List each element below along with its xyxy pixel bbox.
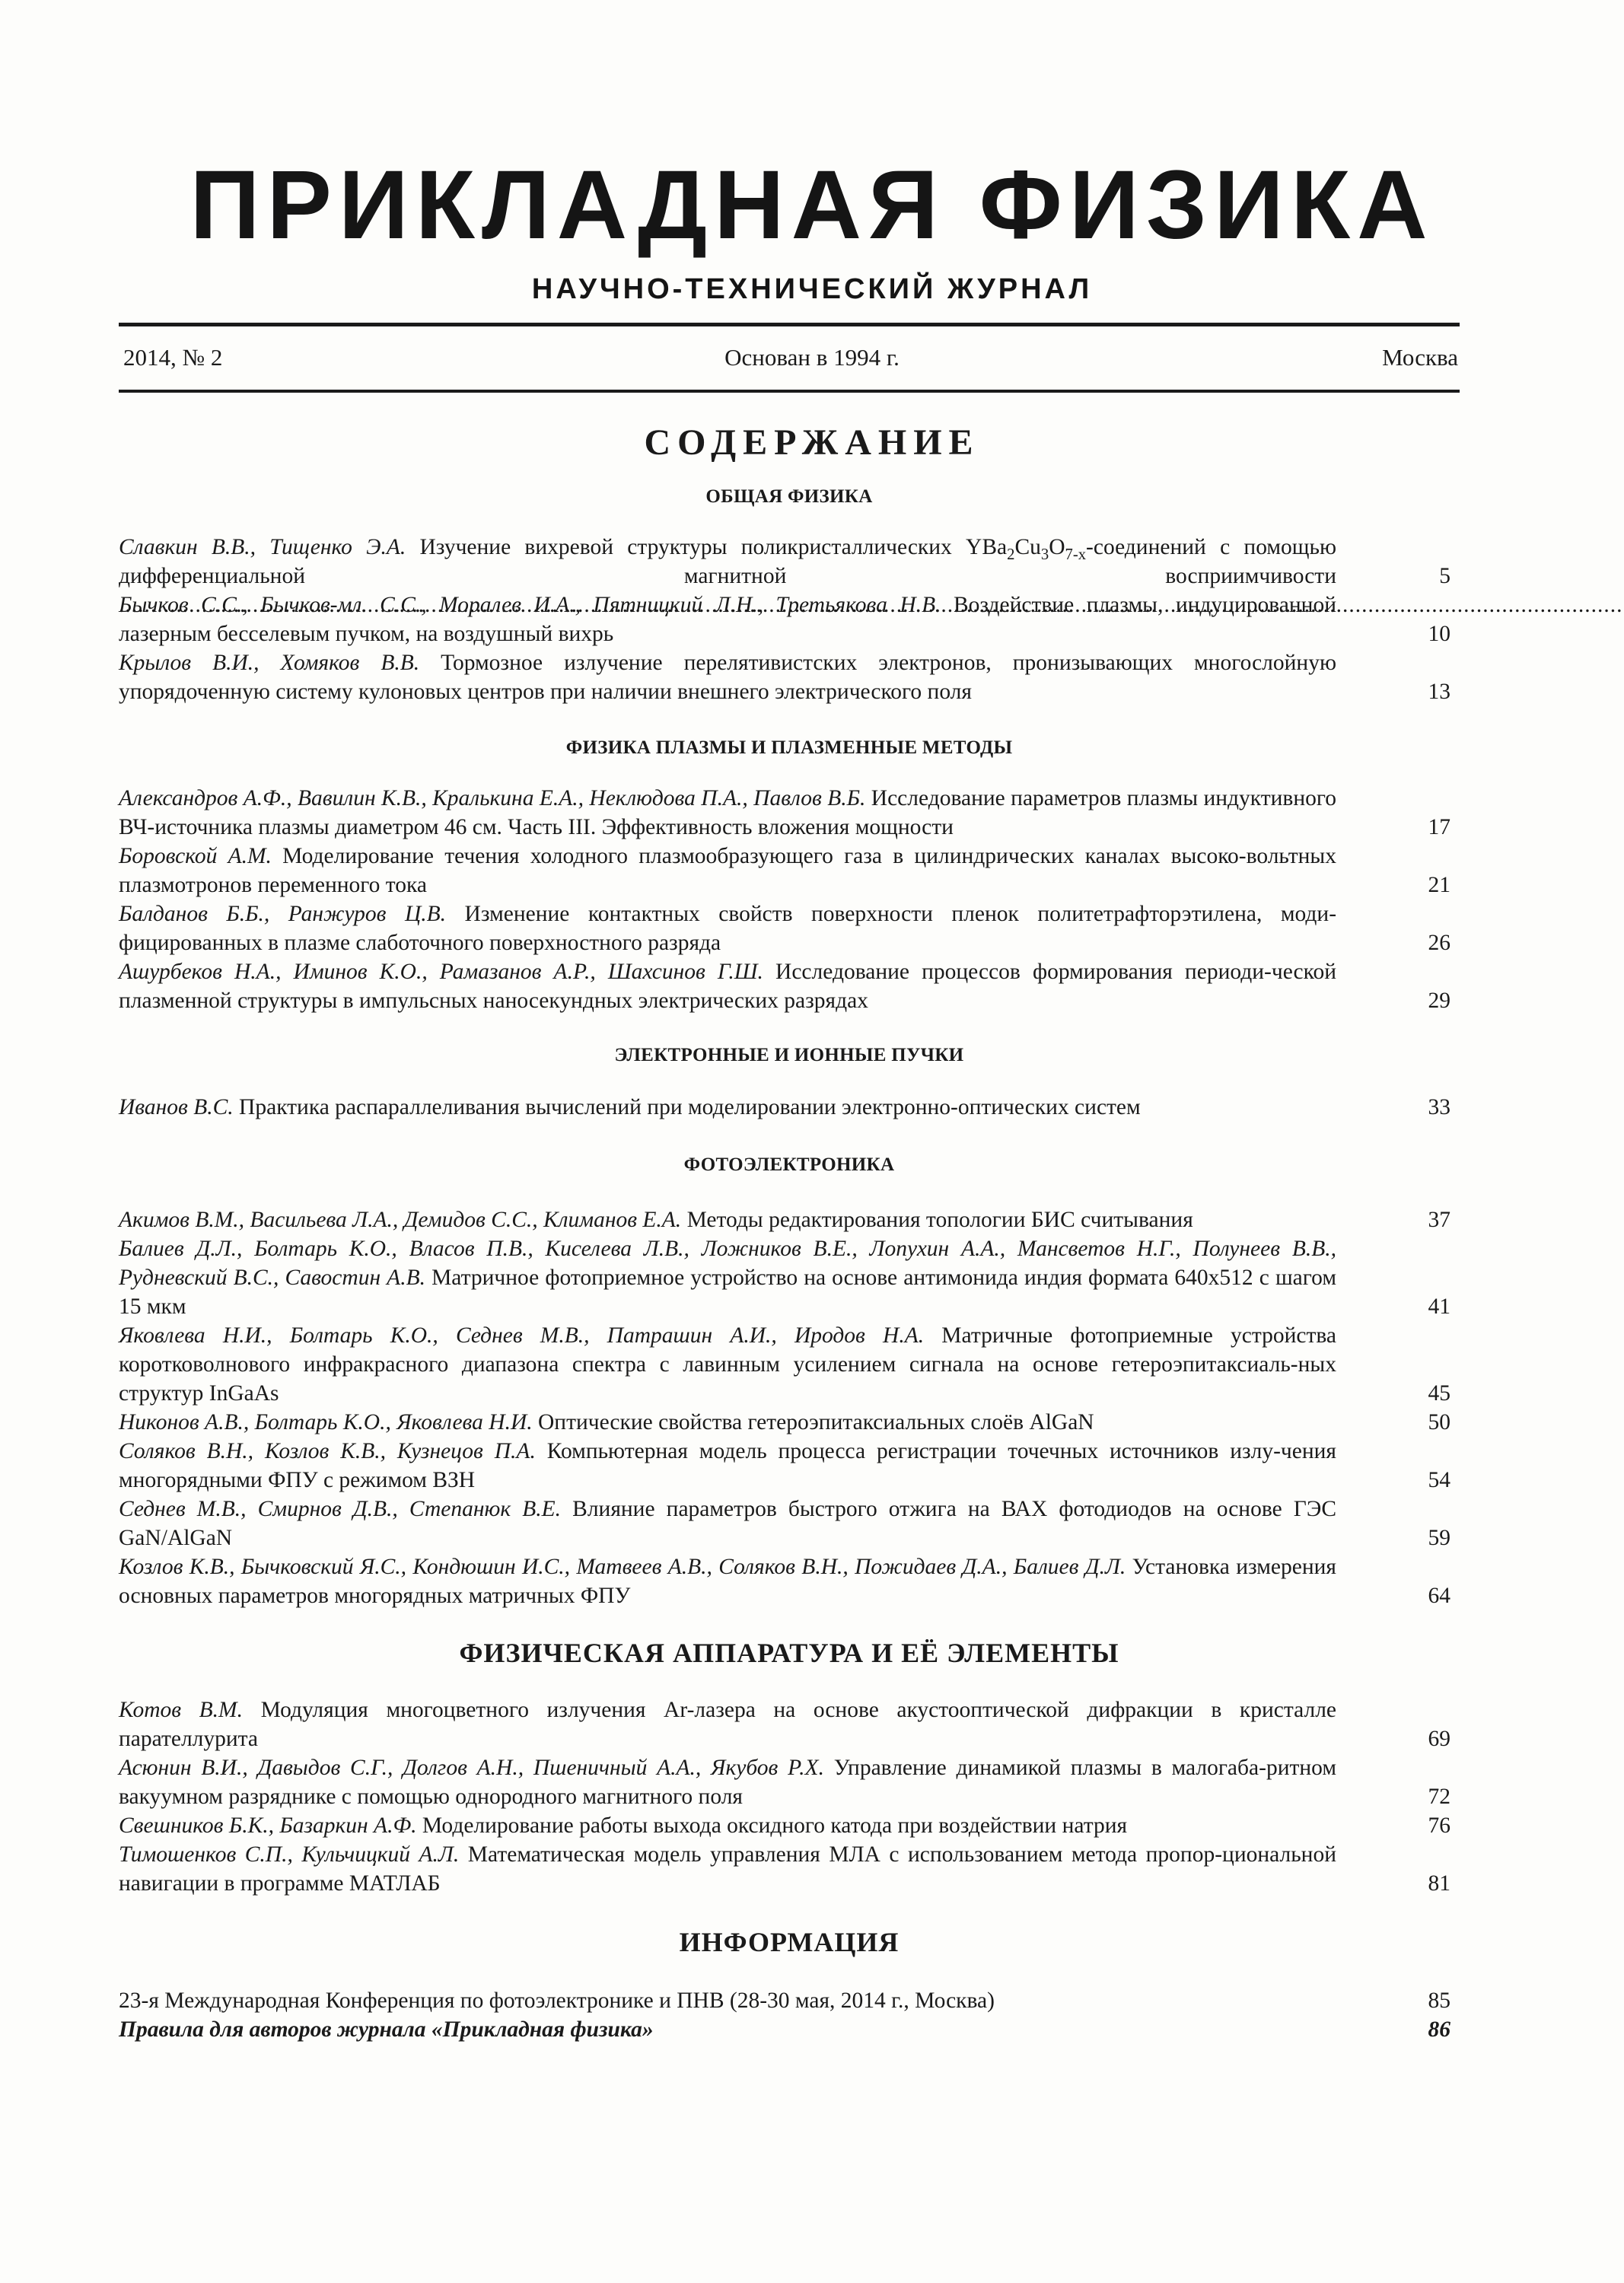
entry-authors: Тимошенков С.П., Кульчицкий А.Л. (119, 1842, 460, 1867)
entry-title: Изменение контактных свойств поверхности пленок политетрафторэтилена, моди-фицированных в плазме слаботочного поверхностного разряда (119, 902, 1337, 955)
entry-authors: Яковлева Н.И., Болтарь К.О., Седнев М.В., Патрашин А.И., Иродов Н.А. (119, 1323, 925, 1348)
entry-title: Моделирование течения холодного плазмообразующего газа в цилиндрических каналах высоко-вольтных плазмотронов переменного тока (119, 844, 1336, 897)
entry-page: 76 (1428, 1813, 1450, 1838)
entry-title: Методы редактирования топологии БИС считывания (686, 1208, 1193, 1232)
toc-entry[interactable] (119, 1552, 1336, 1610)
entry-page: 50 (1428, 1410, 1450, 1434)
entry-page: 45 (1428, 1381, 1450, 1406)
toc-entry[interactable] (119, 1437, 1336, 1495)
toc-entry[interactable] (119, 784, 1336, 842)
entry-title: Матричные фотоприемные устройства коротковолнового инфракрасного диапазона спектра с лавинным усилением сигнала на основе гетероэпитаксиаль-ных структур InGaAs (119, 1323, 1337, 1406)
entry-title: Матричное фотоприемное устройство на основе антимонида индия формата 640х512 с шагом 15 мкм (119, 1266, 1336, 1319)
header-rule-bottom (119, 390, 1460, 393)
toc-entry[interactable] (119, 2015, 1336, 2044)
entry-title: Оптические свойства гетероэпитаксиальных слоёв AlGaN (538, 1410, 1094, 1434)
entry-page: 21 (1428, 873, 1450, 897)
entry-title: Практика распараллеливания вычислений при моделировании электронно-оптических систем (239, 1095, 1141, 1119)
entry-title: Компьютерная модель процесса регистрации точечных источников излу-чения многорядными ФПУ с режимом ВЗН (119, 1439, 1336, 1492)
entry-authors: Акимов В.М., Васильева Л.А., Демидов С.С., Климанов Е.А. (119, 1208, 682, 1232)
entry-page: 37 (1428, 1208, 1450, 1232)
entry-page: 17 (1428, 815, 1450, 839)
toc-entry[interactable] (119, 1321, 1336, 1408)
toc-entry[interactable] (119, 1495, 1336, 1552)
contents-title: СОДЕРЖАНИЕ (644, 422, 980, 463)
entry-title: Моделирование работы выхода оксидного катода при воздействии натрия (422, 1813, 1128, 1838)
entry-title: 23-я Международная Конференция по фотоэлектронике и ПНВ (28-30 мая, 2014 г., Москва) (119, 1988, 995, 2013)
toc-entry[interactable] (119, 1811, 1336, 1840)
entry-authors: Ашурбеков Н.А., Иминов К.О., Рамазанов А.Р., Шахсинов Г.Ш. (119, 960, 763, 984)
entry-title: Управление динамикой плазмы в малогаба-ритном вакуумном разряднике с помощью однородного магнитного поля (119, 1756, 1337, 1809)
toc-entry[interactable] (119, 1696, 1336, 1753)
entry-page: 10 (1428, 622, 1450, 646)
toc-entry[interactable] (119, 1093, 1336, 1122)
toc-entry[interactable] (119, 957, 1336, 1015)
entry-page: 5 (1439, 564, 1450, 588)
entry-page: 69 (1428, 1727, 1450, 1751)
entry-authors: Свешников Б.К., Базаркин А.Ф. (119, 1813, 417, 1838)
entry-authors: Александров А.Ф., Вавилин К.В., Кралькина Е.А., Неклюдова П.А., Павлов В.Б. (119, 786, 866, 810)
section-heading-electron-ion-beams: ЭЛЕКТРОННЫЕ И ИОННЫЕ ПУЧКИ (614, 1045, 964, 1065)
entry-page: 59 (1428, 1526, 1450, 1550)
toc-entry[interactable] (119, 1986, 1336, 2015)
entry-authors: Балиев Д.Л., Болтарь К.О., Власов П.В., Киселева Л.В., Ложников В.Е., Лопухин А.А., Мансветов Н.Г., Полунеев В.В., Рудневский В.С., Савостин А.В. (119, 1237, 1336, 1290)
entry-title: Исследование процессов формирования периоди-ческой плазменной структуры в импульсных наносекундных электрических разрядах (119, 960, 1337, 1013)
entry-page: 41 (1428, 1294, 1450, 1319)
entry-title: Установка измерения основных параметров многорядных матричных ФПУ (119, 1555, 1336, 1608)
toc-entry[interactable] (119, 1753, 1336, 1811)
entry-page: 13 (1428, 680, 1450, 704)
journal-title: ПРИКЛАДНАЯ ФИЗИКА (189, 151, 1435, 260)
entry-title: Правила для авторов журнала «Прикладная физика» (119, 2017, 654, 2042)
entry-title: Модуляция многоцветного излучения Ar-лазера на основе акустооптической дифракции в кристалле парателлурита (119, 1698, 1337, 1751)
section-heading-photoelectronics: ФОТОЭЛЕКТРОНИКА (683, 1154, 895, 1175)
entry-title: Воздействие плазмы, индуцированной лазерным бесселевым пучком, на воздушный вихрь (119, 593, 1336, 646)
toc-entry[interactable] (119, 900, 1336, 957)
toc-entry[interactable] (119, 591, 1336, 648)
section-heading-general-physics: ОБЩАЯ ФИЗИКА (705, 486, 873, 507)
entry-authors: Никонов А.В., Болтарь К.О., Яковлева Н.И. (119, 1410, 533, 1434)
entry-page: 85 (1428, 1988, 1450, 2013)
entry-authors: Бычков С.С., Бычков-мл. С.С., Моралев И.А., Пятницкий Л.Н., Третьякова Н.В. (119, 593, 941, 617)
entry-page: 86 (1428, 2017, 1450, 2042)
founded-year: Основан в 1994 г. (724, 344, 900, 371)
toc-entry[interactable] (119, 1408, 1336, 1437)
entry-title: Исследование параметров плазмы индуктивного ВЧ-источника плазмы диаметром 46 см. Часть III. Эффективность вложения мощности (119, 786, 1337, 839)
entry-authors: Боровской А.М. (119, 844, 272, 868)
entry-authors: Иванов В.С. (119, 1095, 234, 1119)
entry-page: 64 (1428, 1584, 1450, 1608)
entry-title: Тормозное излучение перелятивистских электронов, пронизывающих многослойную упорядоченную систему кулоновых центров при наличии внешнего электрического поля (119, 651, 1336, 704)
toc-entry[interactable] (119, 842, 1336, 900)
toc-entry[interactable] (119, 1205, 1336, 1234)
entry-page: 81 (1428, 1871, 1450, 1896)
entry-authors: Котов В.М. (119, 1698, 243, 1722)
section-heading-plasma-physics: ФИЗИКА ПЛАЗМЫ И ПЛАЗМЕННЫЕ МЕТОДЫ (565, 737, 1013, 758)
entry-page: 72 (1428, 1785, 1450, 1809)
entry-page: 33 (1428, 1095, 1450, 1119)
entry-authors: Козлов К.В., Бычковский Я.С., Кондюшин И.С., Матвеев А.В., Соляков В.Н., Пожидаев Д.А., Балиев Д.Л. (119, 1555, 1126, 1579)
entry-page: 29 (1428, 989, 1450, 1013)
header-rule-top (119, 323, 1460, 326)
entry-page: 54 (1428, 1468, 1450, 1492)
toc-entry[interactable] (119, 648, 1336, 706)
journal-subtitle: НАУЧНО-ТЕХНИЧЕСКИЙ ЖУРНАЛ (531, 273, 1093, 305)
entry-title: Математическая модель управления МЛА с использованием метода пропор-циональной навигации в программе МАТЛАБ (119, 1842, 1336, 1896)
entry-authors: Славкин В.В., Тищенко Э.А. (119, 535, 406, 559)
publication-city: Москва (1382, 344, 1458, 371)
entry-authors: Соляков В.Н., Козлов К.В., Кузнецов П.А. (119, 1439, 536, 1463)
entry-page: 26 (1428, 931, 1450, 955)
entry-title: Изучение вихревой структуры поликристаллических $YBa_2Cu_3O_{7-x}$-соединений с помощью дифференциальной магнитной восприимчивости ..... (119, 535, 1624, 617)
entry-authors: Седнев М.В., Смирнов Д.В., Степанюк В.Е. (119, 1497, 562, 1521)
toc-entry[interactable] (119, 1234, 1336, 1321)
section-heading-information: ИНФОРМАЦИЯ (679, 1927, 900, 1957)
entry-authors: Крылов В.И., Хомяков В.В. (119, 651, 420, 675)
issue-number: 2014, № 2 (123, 344, 223, 371)
toc-entry[interactable] (119, 1840, 1336, 1898)
entry-authors: Асюнин В.И., Давыдов С.Г., Долгов А.Н., Пшеничный А.А., Якубов Р.Х. (119, 1756, 824, 1780)
entry-title: Влияние параметров быстрого отжига на ВАХ фотодиодов на основе ГЭС GaN/AlGaN (119, 1497, 1336, 1550)
entry-authors: Балданов Б.Б., Ранжуров Ц.В. (119, 902, 447, 926)
section-heading-physical-apparatus: ФИЗИЧЕСКАЯ АППАРАТУРА И ЕЁ ЭЛЕМЕНТЫ (459, 1638, 1119, 1668)
